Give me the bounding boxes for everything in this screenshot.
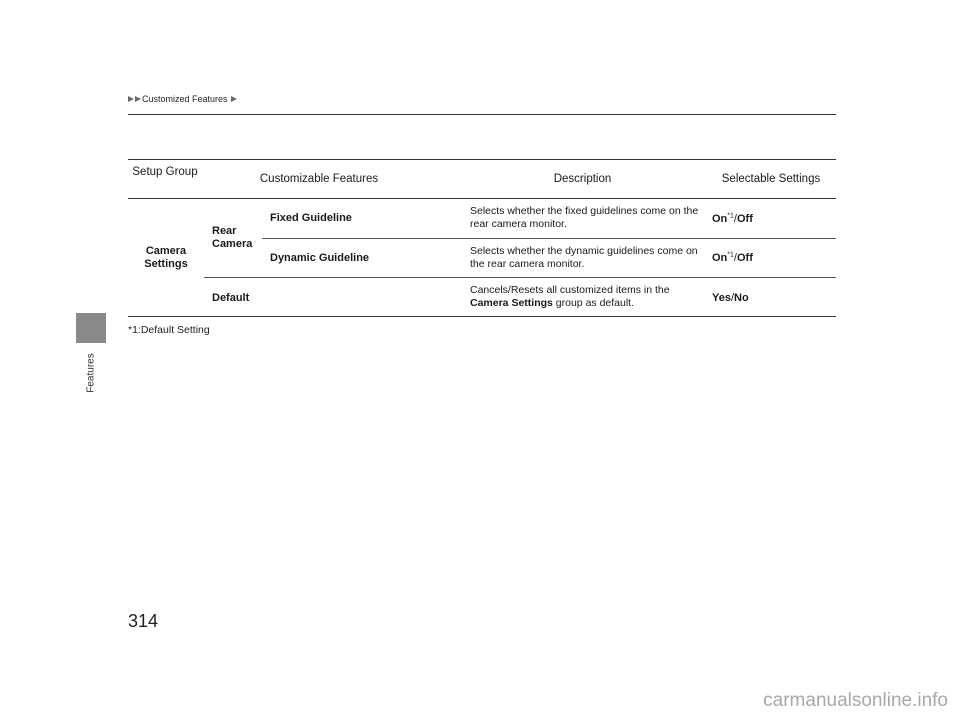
header-setup-group: Setup Group: [132, 166, 198, 178]
feature-default: Default: [212, 292, 250, 304]
header-divider: [128, 114, 836, 115]
watermark: carmanualsonline.info: [763, 690, 948, 711]
setting-dynamic-guideline: On$^{*1}$/Off: [712, 251, 753, 264]
table-top-rule: [128, 159, 836, 160]
section-tab-label: Features: [85, 353, 97, 393]
table-bottom-rule: [128, 316, 836, 317]
setting-fixed-guideline: On$^{*1}$/Off: [712, 212, 753, 225]
breadcrumb-arrow-icon: [231, 96, 237, 102]
footnote: *1:Default Setting: [128, 324, 210, 336]
table-header-rule: [128, 198, 836, 199]
feature-fixed-guideline: Fixed Guideline: [270, 212, 352, 224]
row-divider: [204, 277, 836, 278]
header-description: Description: [553, 173, 612, 185]
breadcrumb-arrow-icon: [128, 96, 134, 102]
description-default: Cancels/Resets all customized items in the Camera Settings group as default.: [470, 284, 670, 309]
header-selectable-settings: Selectable Settings: [721, 173, 821, 185]
description-dynamic-guideline: Selects whether the dynamic guidelines come on the rear camera monitor.: [470, 245, 698, 270]
feature-dynamic-guideline: Dynamic Guideline: [270, 252, 370, 264]
section-tab-marker: [76, 313, 106, 343]
subgroup-rear-camera: Rear Camera: [212, 225, 253, 250]
page-number: 314: [128, 611, 159, 631]
header-customizable-features: Customizable Features: [259, 173, 379, 185]
breadcrumb-arrow-icon: [135, 96, 141, 102]
breadcrumb: [128, 94, 238, 104]
breadcrumb-link[interactable]: Customized Features: [142, 94, 228, 104]
row-divider: [262, 238, 836, 239]
description-fixed-guideline: Selects whether the fixed guidelines come on the rear camera monitor.: [470, 205, 699, 230]
group-camera-settings: Camera Settings: [144, 245, 188, 270]
setting-default: Yes/No: [712, 292, 749, 304]
